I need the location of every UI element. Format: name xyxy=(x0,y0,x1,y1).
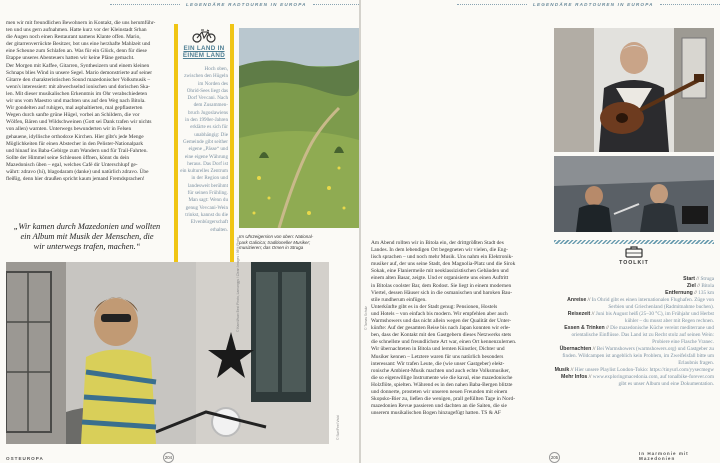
running-title-right xyxy=(457,2,720,7)
toolkit-row-anreise: Anreise // In Ohrid gibt es einen internationalen Flughafen. Züge von Serbien und Griechenland (Radmitnahme buchen). xyxy=(567,297,714,310)
toolkit-rows xyxy=(554,276,714,388)
photo-caption: Im Uhrzeigersinn von oben: National- park Galicica; traditioneller Musiker; musizieren; das Omen in Struga xyxy=(239,234,314,251)
page-number: 204 xyxy=(163,452,174,463)
pull-quote: „Wir kamen durch Mazedonien und wollten ein Album mit Musik der Menschen, die wir unterwegs trafen, machen.“ xyxy=(13,222,161,251)
article-body-left: men wir mit freundlichen Bewohnern in Kontakt, die uns herumführ- ten und uns gern aufnahmen. Hatte kurz vor der Kleinstadt Srhan die Augen noch einen Restaurant namens Klante offen. Mario, der gitarrenverrückte Besitzer, bot uns eine herzhafte Mahlzeit und eine Scheune zum Schlafen an. Was für ein Glück, denn für diese Etappe unseres Abenteuers hatten wir keine Pläne gemacht. Der Morgen mit Kaffee, Gitarren, Synthesizern und einem kleinen Schnaps blies Wind in unsere Segel. Mario demonstrierte auf seiner Gitarre den charakteristischen Sound mazedonischer Volksmusik – wenn's interessiert: mit abwechselnd ionischen und dorischen Ska- len. Mit dieser musikalischen Erkenntnis im Ohr verabschiedeten wir uns vom Maestro und machten uns auf den Weg nach Bitola. Wir gondelten auf ruhigen, mal asphaltierten, mal gepflasterten Wegen durch sanfte grüne Hügel, vorbei an Schildern, die vor Wölfen, Bären und Wildschweinen (Gott sei Dank trafen wir nichts von allen) warnten. Unterwegs bewunderten wir in Felsen gehauene, idyllische orthodoxe Kirchen. Hier gibt's jede Menge Möglichkeiten für einen Abstecher in den Pelister-Nationalpark und hinauf ins Baba-Gebirge zum Wandern und für Trail-Fahrten. Sollte der Himmel seine Schleusen öffnen, könnt du dein Mazedonisch üben – egal, welches Café dir Unterschlupf ge- währt: zdravo (hi), blagodaram (danke) und natürlich zdravo. Übe fleißig, denn hier draußen spricht kaum jemand Fremdsprachen! xyxy=(6,20,156,183)
toolkit-divider xyxy=(554,240,714,244)
folio-section: OSTEUROPA xyxy=(6,456,44,461)
folio-section: In Harmonie mit Mazedonien xyxy=(639,451,689,461)
toolkit-row-start: Start // Struga xyxy=(683,276,714,282)
photo-credit-vertical: © Tamas Schulz xyxy=(364,306,368,330)
photo-traditional-musician xyxy=(554,28,714,152)
toolkit-row-essen: Essen & Trinken // Die mazedonische Küche vereint mediterrane und orientalische Einflüsse. Das Land ist zu Recht stolz auf seinen Wein: Probiere eine Flasche Vranec. xyxy=(564,325,714,345)
toolkit-row-mehr-infos: Mehr Infos // www.exploringmacedonia.com, auf tonalbike-forever.com gibt es unser Album und eine Dokumentation. xyxy=(561,374,714,387)
left-page xyxy=(0,0,359,463)
sidebar-box xyxy=(174,24,234,264)
toolkit-label: TOOLKIT xyxy=(619,260,649,266)
right-page xyxy=(361,0,720,463)
photo-credit-vertical: © Kamil/Ivan Best Photo, Lamunggs / Clean Images / 96% Photo xyxy=(236,237,240,332)
photo-cyclist xyxy=(6,262,329,444)
page-number: 205 xyxy=(549,452,560,463)
toolkit-row-reisezeit: Reisezeit // Juni bis August heiß (25–30 °C), im Frühjahr und Herbst kühler – du musst aber mit Regen rechnen. xyxy=(567,311,714,324)
toolkit-row-ziel: Ziel // Bitola xyxy=(686,283,714,289)
bicycle-icon xyxy=(192,29,216,43)
toolkit-row-uebernachten: Übernachten // Bei Warmshowers (warmshowers.org) und Gastgeber zu finden. Wildcampen ist angeblich kein Problem, im Zweifelsfall bitte um Erlaubnis fragen. xyxy=(559,346,714,366)
article-body-right: Am Abend rollten wir in Bitola ein, der drittgrößten Stadt des Landes. In dem lebendigen Ort begegneten wir vielen, die Eng- lisch sprachen – und noch mehr Musik. Uns nahm ein Elektronik- musiker auf, der uns seine Stadt, den Magnolia-Platz und die Sirok Sokak, eine Flaniermeile mit neoklassizistischen Gebäuden und einem alten Basar, zeigte. Und er organisierte uns einen Auftritt in Bitolas coolster Bar, dem Rodost. Sie liegt in einem modernen Viertel, dessen Häuser sich in die osmanischen und baroken Bau- stile rundherum einfügen. Unterkünfte gibt es in der Stadt genug: Pensionen, Hostels und Hotels – von einfach bis modern. Wir empfehlen aber auch Warmshowers und das nicht allein wegen der Qualität der Unter- künfte: Auf der gesamten Reise bis nach Japan konnten wir erle- ben, dass der Kontakt mit den Gastgebern dieses Netzwerks stets die schnellste und freundlichste Art war, einen Ort kennenzulernen. Wir übernachteten in Bitola und lernten Künstler, Dichter und Musiker kennen – Letztere waren für uns natürlich besonders interessant: Wir trafen Leute, die (wie unser Gastgeber) elekt- ronische Ambient-Musik machten und auch echte Volksmusiker, die so eigenwillige Instrumente wie die kaval, eine mazedonische Holzflöte, spielten. Während es in den nahen Baba-Bergen blitzte und donnerte, prosteten wir unseren neuen Freunden mit einem Skopsko-Bier zu, ließen die wenigen, prall gefüllten Tage in Nord- mazedonien Revue passieren und dachten an die Saiten, die sie unserem musikalischen Bogen hinzugefügt hatten. TS & AF xyxy=(371,240,517,417)
sidebar-text: Hoch oben, zwischen den Hügeln im Norden des Ohrid-Sees liegt das Dorf Vevcani. Nach dem Zusammen- bruch Jugoslawiens in den 1990er-Jahren erklärte es sich für unabhängig: Die Gemeinde gibt seither eigene „Pässe“ und eine eigene Währung heraus. Das Dorf ist ein kulturelles Zentrum in der Region und landesweit berühmt für seinen Frühling. Man sagt: Wenn du genug Vevcani-Wein trinkst, kannst du die Elvenbürgerschaft erhalten. xyxy=(180,66,228,233)
toolkit-box xyxy=(554,240,714,450)
toolkit-row-distance: Entfernung // 135 km xyxy=(665,290,714,296)
running-title-text: LEGENDÄRE RADTOUREN IN EUROPA xyxy=(533,2,654,7)
sidebar-heading: EIN LAND IN EINEM LAND xyxy=(182,45,226,59)
running-title-left xyxy=(110,2,359,7)
photo-national-park xyxy=(239,28,359,228)
photo-musicians-playing xyxy=(554,156,714,232)
running-title-text: LEGENDÄRE RADTOUREN IN EUROPA xyxy=(186,2,307,7)
toolkit-row-musik: Musik // Hier unsere Playlist London-Tokio: https://tinyurl.com/yysecmegw xyxy=(554,367,714,373)
photo-credit-vertical: © Sun/Feel Vivid xyxy=(336,415,340,440)
toolkit-icon xyxy=(625,246,643,258)
